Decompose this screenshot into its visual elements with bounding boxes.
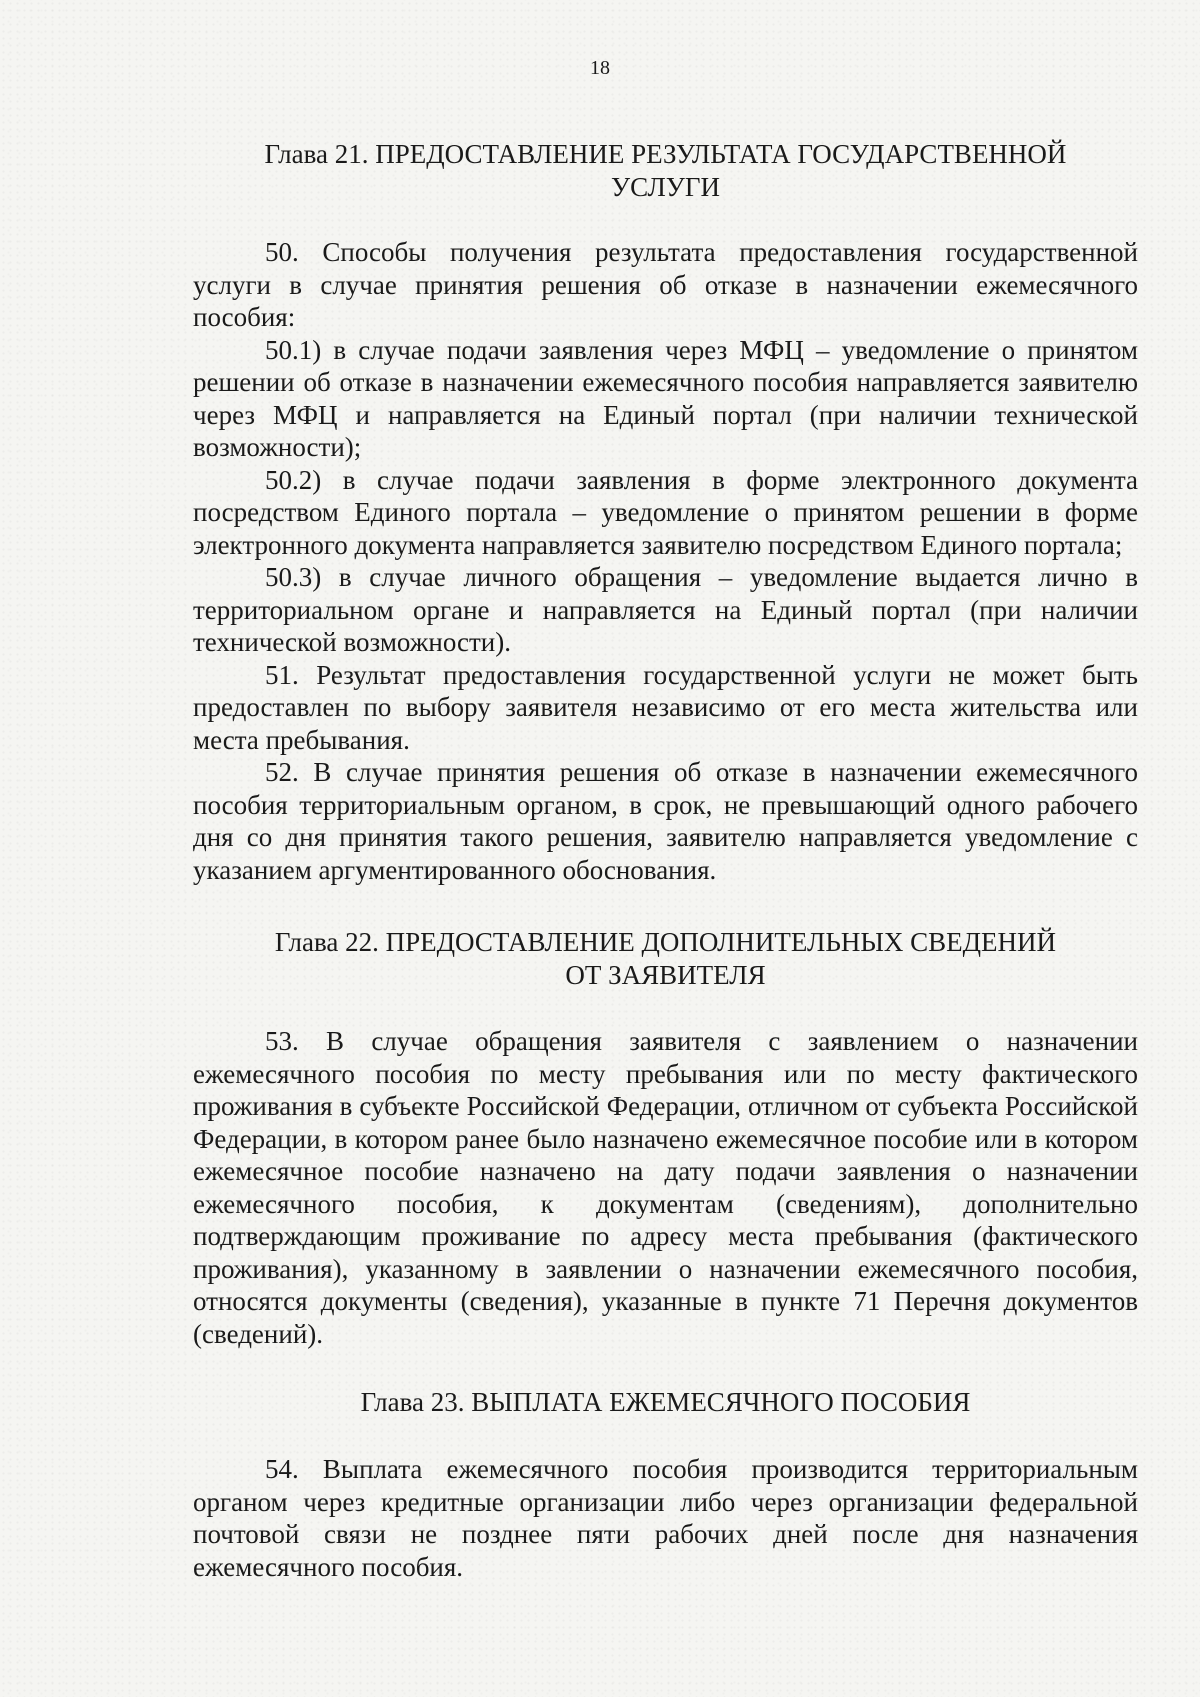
chapter-21-title-line2: УСЛУГИ — [611, 172, 720, 202]
paragraph-52: 52. В случае принятия решения об отказе в назначении ежемесячного пособия территориальным органом, в срок, не превышающий одного рабочего дня со дня принятия такого решения, заявителю направляется уведомление с указанием аргументированного обоснования. — [193, 757, 1138, 885]
chapter-22-title-line2: ОТ ЗАЯВИТЕЛЯ — [565, 960, 766, 990]
document-body — [193, 138, 1138, 1583]
chapter-22-heading — [193, 926, 1138, 992]
paragraph-50-2: 50.2) в случае подачи заявления в форме электронного документа посредством Единого портала – уведомление о принятом решении в форме электронного документа направляется заявителю посредством Единого портала; — [193, 464, 1138, 560]
chapter-21-heading — [193, 138, 1138, 204]
chapter-23-title: Глава 23. ВЫПЛАТА ЕЖЕМЕСЯЧНОГО ПОСОБИЯ — [360, 1387, 971, 1417]
paragraph-50-1: 50.1) в случае подачи заявления через МФЦ – уведомление о принятом решении об отказе в назначении ежемесячного пособия направляется заявителю через МФЦ и направляется на Единый портал (при наличии технической возможности); — [193, 334, 1138, 462]
paragraph-53: 53. В случае обращения заявителя с заявлением о назначении ежемесячного пособия по месту пребывания или по месту фактического проживания в субъекте Российской Федерации, отличном от субъекта Российской Федерации, в котором ранее было назначено ежемесячное пособие или в котором ежемесячное пособие назначено на дату подачи заявления о назначении ежемесячного пособия, к документам (сведениям), дополнительно подтверждающим проживание по адресу места пребывания (фактического проживания), указанному в заявлении о назначении ежемесячного пособия, относятся документы (сведения), указанные в пункте 71 Перечня документов (сведений). — [193, 1026, 1138, 1349]
paragraph-50-3: 50.3) в случае личного обращения – уведомление выдается лично в территориальном органе и направляется на Единый портал (при наличии технической возможности). — [193, 562, 1138, 657]
chapter-22-title-line1: Глава 22. ПРЕДОСТАВЛЕНИЕ ДОПОЛНИТЕЛЬНЫХ СВЕДЕНИЙ — [274, 927, 1057, 957]
chapter-23-heading — [193, 1386, 1138, 1419]
page-number: 18 — [590, 57, 610, 79]
chapter-21-title-line1: Глава 21. ПРЕДОСТАВЛЕНИЕ РЕЗУЛЬТАТА ГОСУДАРСТВЕННОЙ — [264, 139, 1067, 169]
paragraph-54: 54. Выплата ежемесячного пособия производится территориальным органом через кредитные организации либо через организации федеральной почтовой связи не позднее пяти рабочих дней после дня назначения ежемесячного пособия. — [193, 1454, 1138, 1582]
paragraph-50: 50. Способы получения результата предоставления государственной услуги в случае принятия решения об отказе в назначении ежемесячного пособия: — [193, 237, 1138, 332]
paragraph-51: 51. Результат предоставления государственной услуги не может быть предоставлен по выбору заявителя независимо от его места жительства или места пребывания. — [193, 659, 1138, 755]
